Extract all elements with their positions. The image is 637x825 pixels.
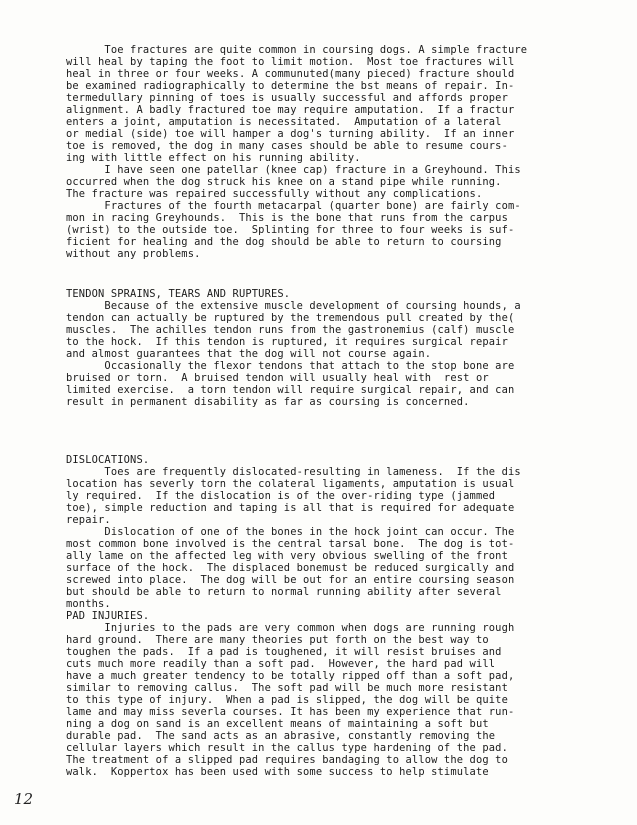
text-line: The treatment of a slipped pad requires bandaging to allow the dog to (66, 754, 508, 766)
text-line: toe is removed, the dog in many cases should be able to resume cours- (66, 140, 508, 152)
text-line: toughen the pads. If a pad is toughened, it will resist bruises and (66, 646, 502, 658)
text-line: surface of the hock. The displaced bonemust be reduced surgically and (66, 562, 515, 574)
text-line: termedullary pinning of toes is usually successful and affords proper (66, 92, 508, 104)
text-line: I have seen one patellar (knee cap) fracture in a Greyhound. This (66, 164, 521, 176)
text-line: cellular layers which result in the callus type hardening of the pad. (66, 742, 508, 754)
text-line: location has severly torn the colateral ligaments, amputation is usual (66, 478, 515, 490)
text-line: Dislocation of one of the bones in the hock joint can occur. The (66, 526, 515, 538)
text-line: muscles. The achilles tendon runs from the gastronemius (calf) muscle (66, 324, 515, 336)
text-line: and almost guarantees that the dog will not course again. (66, 348, 432, 360)
dislocations-heading: DISLOCATIONS. (66, 454, 150, 466)
text-line: heal in three or four weeks. A communuted(many pieced) fracture should (66, 68, 515, 80)
text-line: ly required. If the dislocation is of the over-riding type (jammed (66, 490, 496, 502)
text-line: Fractures of the fourth metacarpal (quarter bone) are fairly com- (66, 200, 521, 212)
text-line: walk. Koppertox has been used with some success to help stimulate (66, 766, 489, 778)
text-line: ning a dog on sand is an excellent means of maintaining a soft but (66, 718, 489, 730)
text-line: Toe fractures are quite common in coursing dogs. A simple fracture (66, 44, 528, 56)
text-line: limited exercise. a torn tendon will require surgical repair, and can (66, 384, 515, 396)
text-line: bruised or torn. A bruised tendon will usually heal with rest or (66, 372, 489, 384)
text-line: enters a joint, amputation is necessitated. Amputation of a lateral (66, 116, 502, 128)
text-line: repair. (66, 514, 111, 526)
text-line: hard ground. There are many theories put forth on the best way to (66, 634, 489, 646)
text-line: will heal by taping the foot to limit motion. Most toe fractures will (66, 56, 515, 68)
text-line: similar to removing callus. The soft pad will be much more resistant (66, 682, 508, 694)
text-line: have a much greater tendency to be totally ripped off than a soft pad, (66, 670, 515, 682)
text-line: to the hock. If this tendon is ruptured, it requires surgical repair (66, 336, 508, 348)
text-line: toe), simple reduction and taping is all that is required for adequate (66, 502, 515, 514)
text-line: occurred when the dog struck his knee on a stand pipe while running. (66, 176, 502, 188)
text-line: or medial (side) toe will hamper a dog's turning ability. If an inner (66, 128, 515, 140)
text-line: without any problems. (66, 248, 201, 260)
text-line: (wrist) to the outside toe. Splinting for three to four weeks is suf- (66, 224, 515, 236)
tendon-heading: TENDON SPRAINS, TEARS AND RUPTURES. (66, 288, 291, 300)
text-line: months. (66, 598, 111, 610)
text-line: lame and may miss severla courses. It has been my experience that run- (66, 706, 515, 718)
text-line: alignment. A badly fractured toe may require amputation. If a fractur (66, 104, 515, 116)
text-line: tendon can actually be ruptured by the tremendous pull created by the( (66, 312, 515, 324)
text-line: The fracture was repaired successfully without any complications. (66, 188, 483, 200)
text-line: mon in racing Greyhounds. This is the bone that runs from the carpus (66, 212, 508, 224)
text-line: ficient for healing and the dog should be able to return to coursing (66, 236, 502, 248)
page-number: 12 (14, 790, 34, 808)
text-line: most common bone involved is the central tarsal bone. The dog is tot- (66, 538, 515, 550)
pad-injuries-heading: PAD INJURIES. (66, 610, 150, 622)
text-line: durable pad. The sand acts as an abrasive, constantly removing the (66, 730, 496, 742)
text-line: screwed into place. The dog will be out for an entire coursing season (66, 574, 515, 586)
text-line: be examined radiographically to determine the bst means of repair. In- (66, 80, 515, 92)
text-line: ing with little effect on his running ability. (66, 152, 361, 164)
text-line: to this type of injury. When a pad is slipped, the dog will be quite (66, 694, 508, 706)
text-line: Injuries to the pads are very common when dogs are running rough (66, 622, 515, 634)
text-line: Because of the extensive muscle development of coursing hounds, a (66, 300, 521, 312)
text-line: cuts much more readily than a soft pad. However, the hard pad will (66, 658, 496, 670)
text-line: result in permanent disability as far as coursing is concerned. (66, 396, 470, 408)
text-line: ally lame on the affected leg with very obvious swelling of the front (66, 550, 508, 562)
text-line: but should be able to return to normal running ability after several (66, 586, 502, 598)
text-line: Occasionally the flexor tendons that attach to the stop bone are (66, 360, 515, 372)
text-line: Toes are frequently dislocated-resulting in lameness. If the dis (66, 466, 521, 478)
